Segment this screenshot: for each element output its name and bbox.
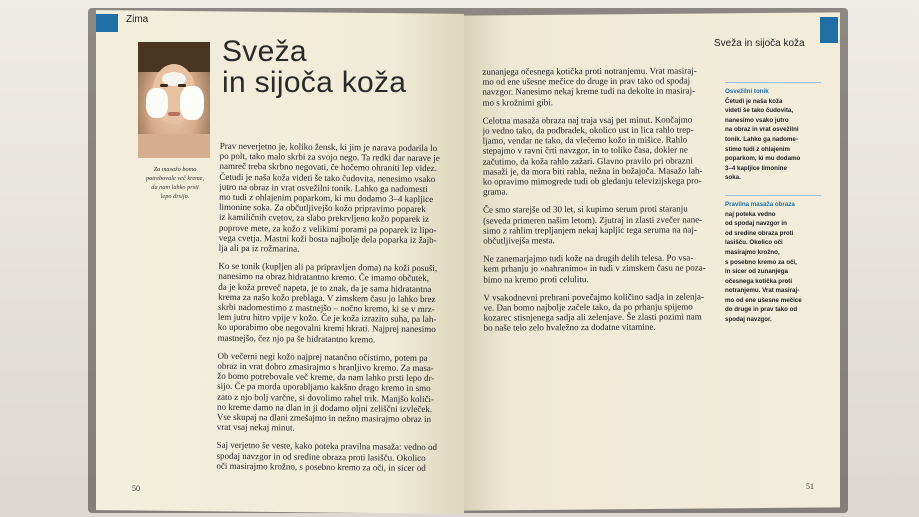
sidebar-heading: Osvežilni tonik: [725, 88, 769, 95]
text-line: mastnejšo, čez njo pa še hidratantno kremo.: [217, 332, 376, 345]
sidebar-tips: [725, 82, 821, 337]
text-line: da je koža preveč napeta, je to znak, da je sama hidratantna: [218, 281, 432, 294]
text-line: ko opravimo mimogrede tudi ob gledanju televizijskega pro-: [482, 175, 702, 187]
photo-caption: Za masažo bomo potrebovale več kreme, da nam lahko prsti lepo drsijo.: [145, 166, 205, 200]
sidebar-line: masirajmo krožno,: [725, 248, 780, 256]
sidebar-line: notranjemu. Vrat masiraj-: [725, 287, 800, 295]
text-line: obraz in vrat dobro zmasirajmo s hranljivo kremo. Za masa-: [217, 360, 434, 374]
text-line: Vse skupaj na dlani zmešajmo in nežno masirajmo obraz in: [216, 411, 432, 425]
text-line: grama.: [482, 186, 508, 197]
sidebar-line: s posebno kremo za oči,: [725, 258, 797, 266]
section-label-right: Sveža in sijoča koža: [714, 38, 805, 49]
section-label-left: Zima: [126, 14, 149, 25]
text-line: masaži je, da mora biti rahla, nežna in božajoča. Masažo lah-: [482, 165, 703, 177]
text-line: limonine soka. Za občutljivejšo kožo pripravimo poparek: [219, 201, 426, 215]
paragraph: [482, 65, 714, 107]
text-line: skrbi nadomestimo z mastnejšo – nočno kremo, ki se v mrz-: [217, 301, 435, 315]
text-line: spodaj navzgor in od sredine obraza proti lasišču. Okolico: [216, 450, 426, 463]
text-line: mo od ene ušesne mečice do druge in prav tako od spodaj: [482, 75, 691, 87]
sidebar-rule: [725, 82, 821, 83]
text-line: zato z njo bolj varčne, si dovolimo rahel trik. Manjšo količi-: [217, 391, 435, 404]
page-title: Sveža in sijoča koža: [222, 35, 407, 99]
sidebar-line: lasišču. Okolico oči: [725, 239, 783, 247]
text-line: kozarec stisnjenega sadja ali zelenjave. Še zlasti pozimi nam: [483, 311, 702, 323]
sidebar-line: na obraz in vrat osvežilni: [725, 126, 799, 134]
sidebar-line: tonik. Lahko ga nadome-: [725, 135, 798, 143]
text-line: Saj verjetno še veste, kako poteka pravilna masaža: vedno od: [216, 440, 438, 453]
paragraph: [483, 253, 715, 285]
sidebar-line: od spodaj navzgor in: [725, 220, 787, 228]
paragraph: [483, 204, 715, 246]
text-line: ljamo, vendar ne tako, da vlečemo kožo in mišice. Rahlo: [482, 134, 688, 146]
text-line: vega cvetja. Mastni koži bosta najbolje dela poparka iz žajb-: [218, 232, 437, 245]
sidebar-line: 3–4 kapljice limonine: [725, 164, 787, 172]
paragraph: [216, 440, 451, 473]
text-line: V vsakodnevni prehrani povečajmo količino sadja in zelenja-: [483, 291, 705, 303]
sidebar-line: mo od ene ušesne mečice: [725, 296, 802, 304]
section-tab-left: [96, 14, 118, 32]
text-line: vrat vsaj nekaj minut.: [216, 422, 295, 433]
text-line: Prav neverjetno je, koliko žensk, ki jim je narava podarila lo: [219, 140, 438, 154]
text-line: zunanjega očesnega kotička proti notranjemu. Vrat masiraj-: [482, 65, 697, 77]
text-line: oči masirajmo krožno, s posebno kremo za oči, in sicer od: [216, 460, 426, 473]
page-number-left: 50: [132, 484, 140, 493]
sidebar-line: in sicer od zunanjega: [725, 268, 788, 276]
sidebar-block: [725, 82, 821, 183]
text-line: Četudi je naša koža videti še tako čudovita, nenesimo vsako: [219, 171, 436, 184]
text-line: jo vedno tako, da podbradek, okolico ust in lica rahlo trep-: [482, 124, 694, 136]
paragraph: [218, 261, 454, 345]
text-line: občutljivejša mesta.: [483, 235, 555, 246]
text-line: jutro na obraz in vrat osvežilni tonik. Lahko ga nadomesti: [219, 181, 428, 194]
sidebar-line: stimo tudi z ohlajenim: [725, 145, 790, 153]
paragraph: [219, 141, 455, 256]
sidebar-line: naj poteka vedno: [725, 210, 776, 218]
text-line: lem jutru hitro vpije v kožo. Če je koža izrazito suha, pa lah-: [217, 312, 437, 325]
sidebar-rule: [725, 195, 821, 196]
text-line: navzgor. Nanesimo nekaj kreme tudi na dekolte in masiraj-: [482, 85, 696, 98]
sidebar-line: videti še tako čudovita,: [725, 107, 794, 115]
text-line: ve. Dan bomo najbolje začele tako, da po prhanju spijemo: [483, 301, 693, 313]
text-line: Ob večerni negi kožo najprej natančno očistimo, potem pa: [217, 350, 428, 363]
woman-washing-face-photo: [138, 42, 210, 158]
text-line: Če smo starejše od 30 let, si kupimo serum proti staranju: [483, 203, 688, 216]
text-line: mo s krožnimi gibi.: [482, 96, 553, 108]
sidebar-line: od sredine obraza proti: [725, 229, 794, 237]
sidebar-heading: Pravilna masaža obraza: [725, 200, 795, 208]
text-line: simo z rahlim trepljanjem nekaj kapljic tega seruma na naj-: [483, 224, 697, 236]
text-line: namreč treba skrbno negovati, če hočemo ohraniti lep videz.: [219, 161, 437, 174]
page-number-right: 51: [806, 482, 814, 491]
left-body-text: [216, 141, 455, 482]
text-line: mo tudi z ohlajenim poparkom, ki mu dodamo 3–4 kapljice: [219, 191, 434, 205]
text-line: iz kamiličnih cvetov, za slabo prekrvljeno kožo poparek iz: [218, 212, 430, 225]
text-line: (seveda primeren našim letom). Zjutraj in zlasti zvečer nane-: [483, 214, 703, 226]
paragraph: [217, 351, 453, 435]
text-line: nanesimo na obraz hidratantno kremo. Če imamo občutek,: [218, 271, 430, 284]
text-line: no kreme damo na dlan in ji dodamo oljni zeliščni izvleček.: [216, 401, 433, 414]
text-line: ko uporabimo obe negovalni kremi hkrati. Najprej nanesimo: [217, 322, 436, 335]
text-line: žo bomo potrebovale več kreme, da nam lahko prsti lepo dr-: [217, 371, 435, 384]
sidebar-line: do druge in prav tako od: [725, 306, 798, 314]
text-line: kem prhanju jo »nahranimo« in tudi v zimskem času ne poza-: [483, 262, 706, 275]
sidebar-line: spodaj navzgor.: [725, 316, 772, 324]
text-line: začutimo, da koža rahlo zažari. Glavno pravilo pri obrazni: [482, 155, 693, 167]
sidebar-line: Četudi je naša koža: [725, 97, 783, 105]
section-tab-right: [820, 17, 838, 43]
text-line: Ko se tonik (kupljen ali pa pripravljen doma) na koži posuši,: [218, 261, 438, 274]
text-line: Ne zanemarjajmo tudi kože na drugih delih telesa. Po vsa-: [483, 252, 694, 264]
text-line: poprove mete, za kožo z velikimi porami pa poparek iz lipo-: [218, 222, 437, 235]
text-line: po polt, tako malo skrbi za svojo nego. Ta redki dar narave je: [219, 150, 440, 164]
text-line: Celotna masaža obraza naj traja vsaj pet minut. Končajmo: [482, 114, 693, 126]
text-line: bo naše telo zelo hvaležno za dodatne vitamine.: [483, 322, 656, 334]
paragraph: [483, 291, 715, 333]
paragraph: [483, 114, 715, 197]
sidebar-line: poparkom, ki mu dodamo: [725, 155, 801, 163]
text-line: krema za našo kožo preblaga. V zimskem času jo lahko brez: [218, 291, 436, 304]
right-body-text: [482, 65, 715, 341]
sidebar-block: [725, 195, 821, 325]
sidebar-line: soka.: [725, 174, 741, 182]
sidebar-line: očesnega kotička proti: [725, 277, 793, 285]
text-line: sijo. Če pa morda uporabljamo kakšno drago kremo in smo: [217, 381, 431, 394]
text-line: lja ali pa iz rožmarina.: [218, 242, 300, 254]
text-line: bimo na kremo proti celulitu.: [483, 273, 589, 285]
text-line: stepajmo v ravni črti navzgor, in to toliko časa, dokler ne: [482, 144, 688, 157]
sidebar-line: nanesimo vsako jutro: [725, 116, 789, 124]
